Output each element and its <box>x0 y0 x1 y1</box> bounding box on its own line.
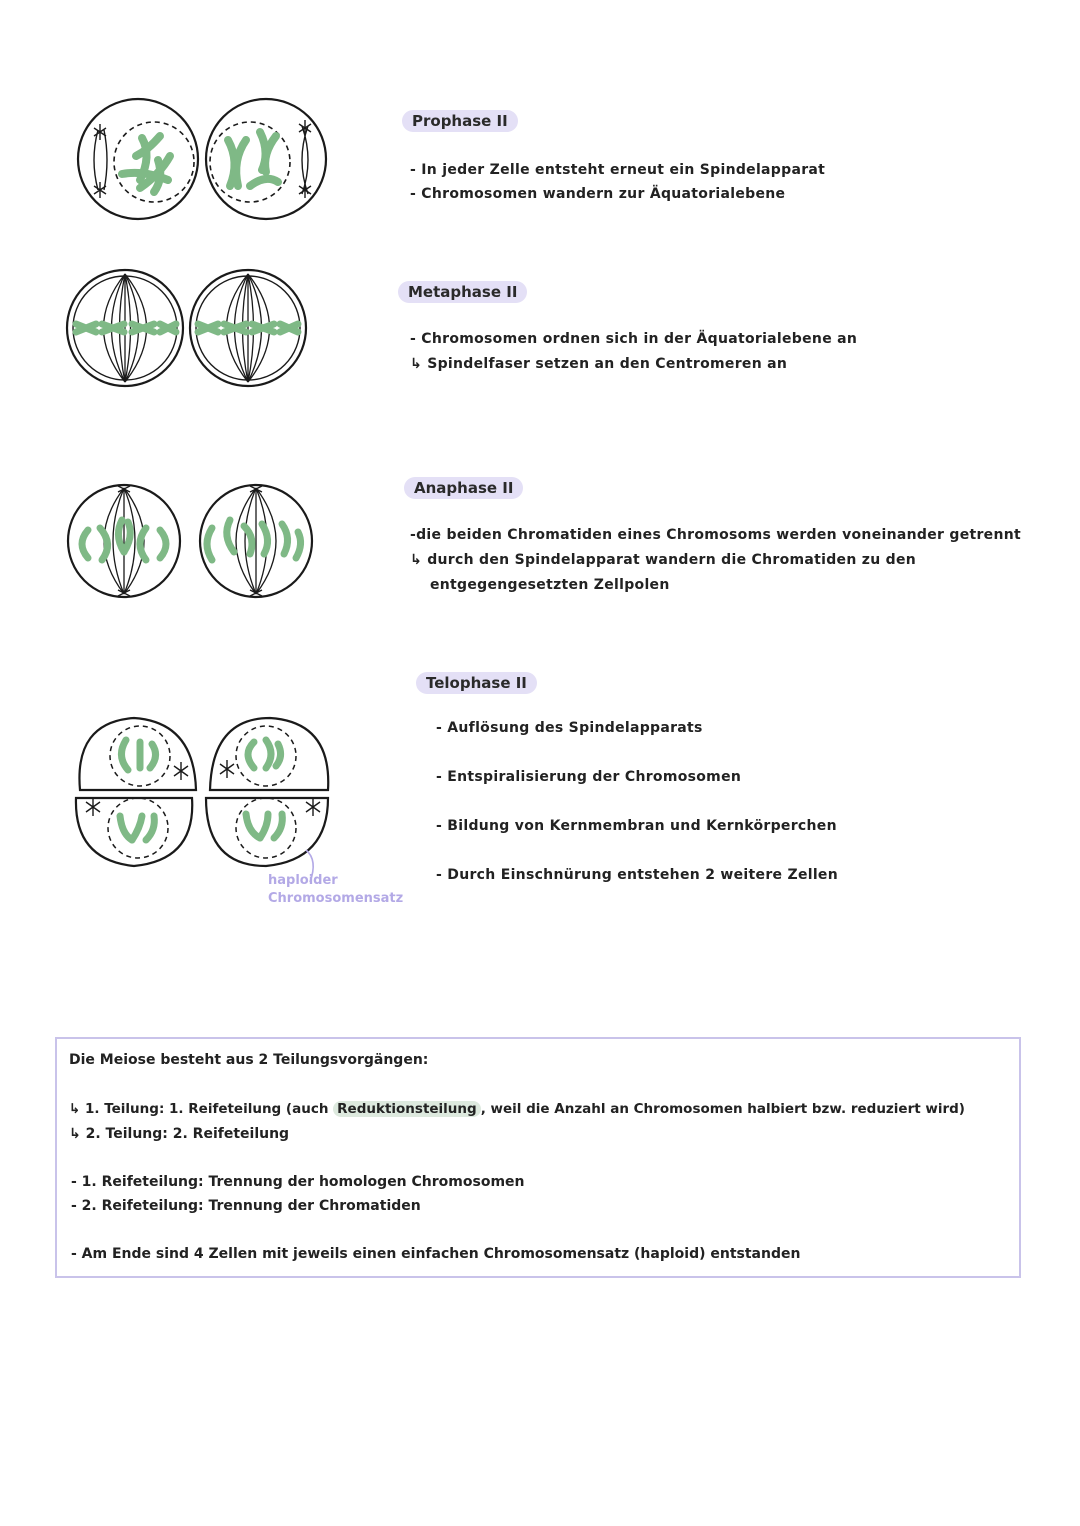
telophase-note-2: - Entspiralisierung der Chromosomen <box>436 769 742 785</box>
anaphase-note-3: entgegengesetzten Zellpolen <box>430 577 670 593</box>
reduktionsteilung-highlight: Reduktionsteilung <box>333 1101 481 1117</box>
metaphase-ii-diagram <box>62 262 314 394</box>
metaphase-note-2: ↳ Spindelfaser setzen an den Centromeren an <box>410 356 788 372</box>
prophase-ii-diagram <box>70 90 335 230</box>
summary-box <box>55 1037 1021 1278</box>
annotation-line-1: haploider <box>268 873 338 888</box>
metaphase-note-1: - Chromosomen ordnen sich in der Äquatorialebene an <box>410 331 858 347</box>
teilung-1-prefix: ↳ 1. Teilung: 1. Reifeteilung (auch <box>69 1101 334 1117</box>
summary-reife-1: - 1. Reifeteilung: Trennung der homologen Chromosomen <box>71 1174 525 1190</box>
prophase-note-1: - In jeder Zelle entsteht erneut ein Spindelapparat <box>410 162 826 178</box>
annotation-line-2: Chromosomensatz <box>268 891 404 906</box>
anaphase-note-2: ↳ durch den Spindelapparat wandern die Chromatiden zu den <box>410 552 917 568</box>
telophase-title: Telophase II <box>416 672 537 694</box>
anaphase-ii-diagram <box>62 478 318 606</box>
haploid-annotation <box>268 872 403 908</box>
anaphase-title: Anaphase II <box>404 477 523 499</box>
metaphase-title: Metaphase II <box>398 281 527 303</box>
summary-reife-2: - 2. Reifeteilung: Trennung der Chromatiden <box>71 1198 421 1214</box>
telophase-note-1: - Auflösung des Spindelapparats <box>436 720 703 736</box>
telophase-note-4: - Durch Einschnürung entstehen 2 weitere Zellen <box>436 867 838 883</box>
anaphase-note-1: -die beiden Chromatiden eines Chromosoms werden voneinander getrennt <box>410 527 1022 543</box>
telophase-note-3: - Bildung von Kernmembran und Kernkörperchen <box>436 818 837 834</box>
summary-heading: Die Meiose besteht aus 2 Teilungsvorgängen: <box>69 1052 429 1068</box>
prophase-note-2: - Chromosomen wandern zur Äquatorialebene <box>410 186 786 202</box>
telophase-ii-diagram <box>70 710 340 885</box>
prophase-title: Prophase II <box>402 110 518 132</box>
summary-teilung-1 <box>69 1101 965 1117</box>
summary-teilung-2: ↳ 2. Teilung: 2. Reifeteilung <box>69 1126 290 1142</box>
teilung-1-suffix: , weil die Anzahl an Chromosomen halbiert bzw. reduziert wird) <box>480 1101 965 1117</box>
summary-ende: - Am Ende sind 4 Zellen mit jeweils einen einfachen Chromosomensatz (haploid) entstanden <box>71 1246 801 1262</box>
